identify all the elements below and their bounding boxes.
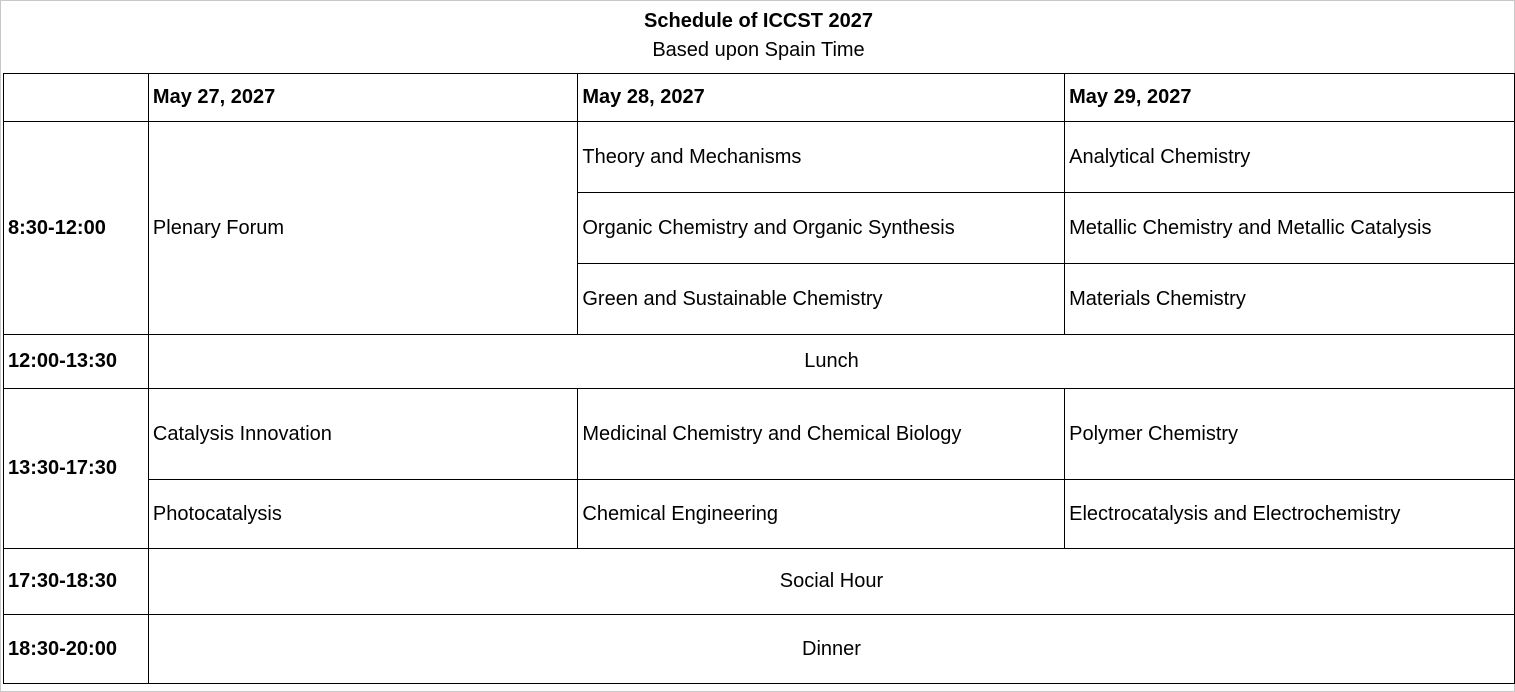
header-row <box>4 74 1515 122</box>
schedule-table <box>3 73 1515 684</box>
break-cell: Lunch <box>148 335 1514 389</box>
table-row <box>4 549 1515 615</box>
table-row <box>4 335 1515 389</box>
break-cell: Social Hour <box>148 549 1514 615</box>
time-slot: 18:30-20:00 <box>4 615 149 684</box>
time-slot: 12:00-13:30 <box>4 335 149 389</box>
table-row <box>4 480 1515 549</box>
session-cell: Chemical Engineering <box>578 480 1065 549</box>
session-cell: Analytical Chemistry <box>1065 122 1515 193</box>
time-slot: 8:30-12:00 <box>4 122 149 335</box>
session-cell: Metallic Chemistry and Metallic Catalysis <box>1065 193 1515 264</box>
session-cell: Theory and Mechanisms <box>578 122 1065 193</box>
session-cell: Green and Sustainable Chemistry <box>578 264 1065 335</box>
session-cell: Materials Chemistry <box>1065 264 1515 335</box>
page-subtitle: Based upon Spain Time <box>652 39 865 61</box>
table-row <box>4 389 1515 480</box>
session-cell: Organic Chemistry and Organic Synthesis <box>578 193 1065 264</box>
session-cell: Catalysis Innovation <box>148 389 577 480</box>
day-header: May 27, 2027 <box>148 74 577 122</box>
session-cell: Photocatalysis <box>148 480 577 549</box>
break-cell: Dinner <box>148 615 1514 684</box>
page-title: Schedule of ICCST 2027 <box>644 10 873 32</box>
session-cell: Plenary Forum <box>148 122 577 335</box>
session-cell: Electrocatalysis and Electrochemistry <box>1065 480 1515 549</box>
day-header: May 29, 2027 <box>1065 74 1515 122</box>
table-row <box>4 615 1515 684</box>
day-header: May 28, 2027 <box>578 74 1065 122</box>
time-slot: 13:30-17:30 <box>4 389 149 549</box>
corner-cell <box>4 74 149 122</box>
session-cell: Medicinal Chemistry and Chemical Biology <box>578 389 1065 480</box>
table-row <box>4 122 1515 193</box>
session-cell: Polymer Chemistry <box>1065 389 1515 480</box>
time-slot: 17:30-18:30 <box>4 549 149 615</box>
